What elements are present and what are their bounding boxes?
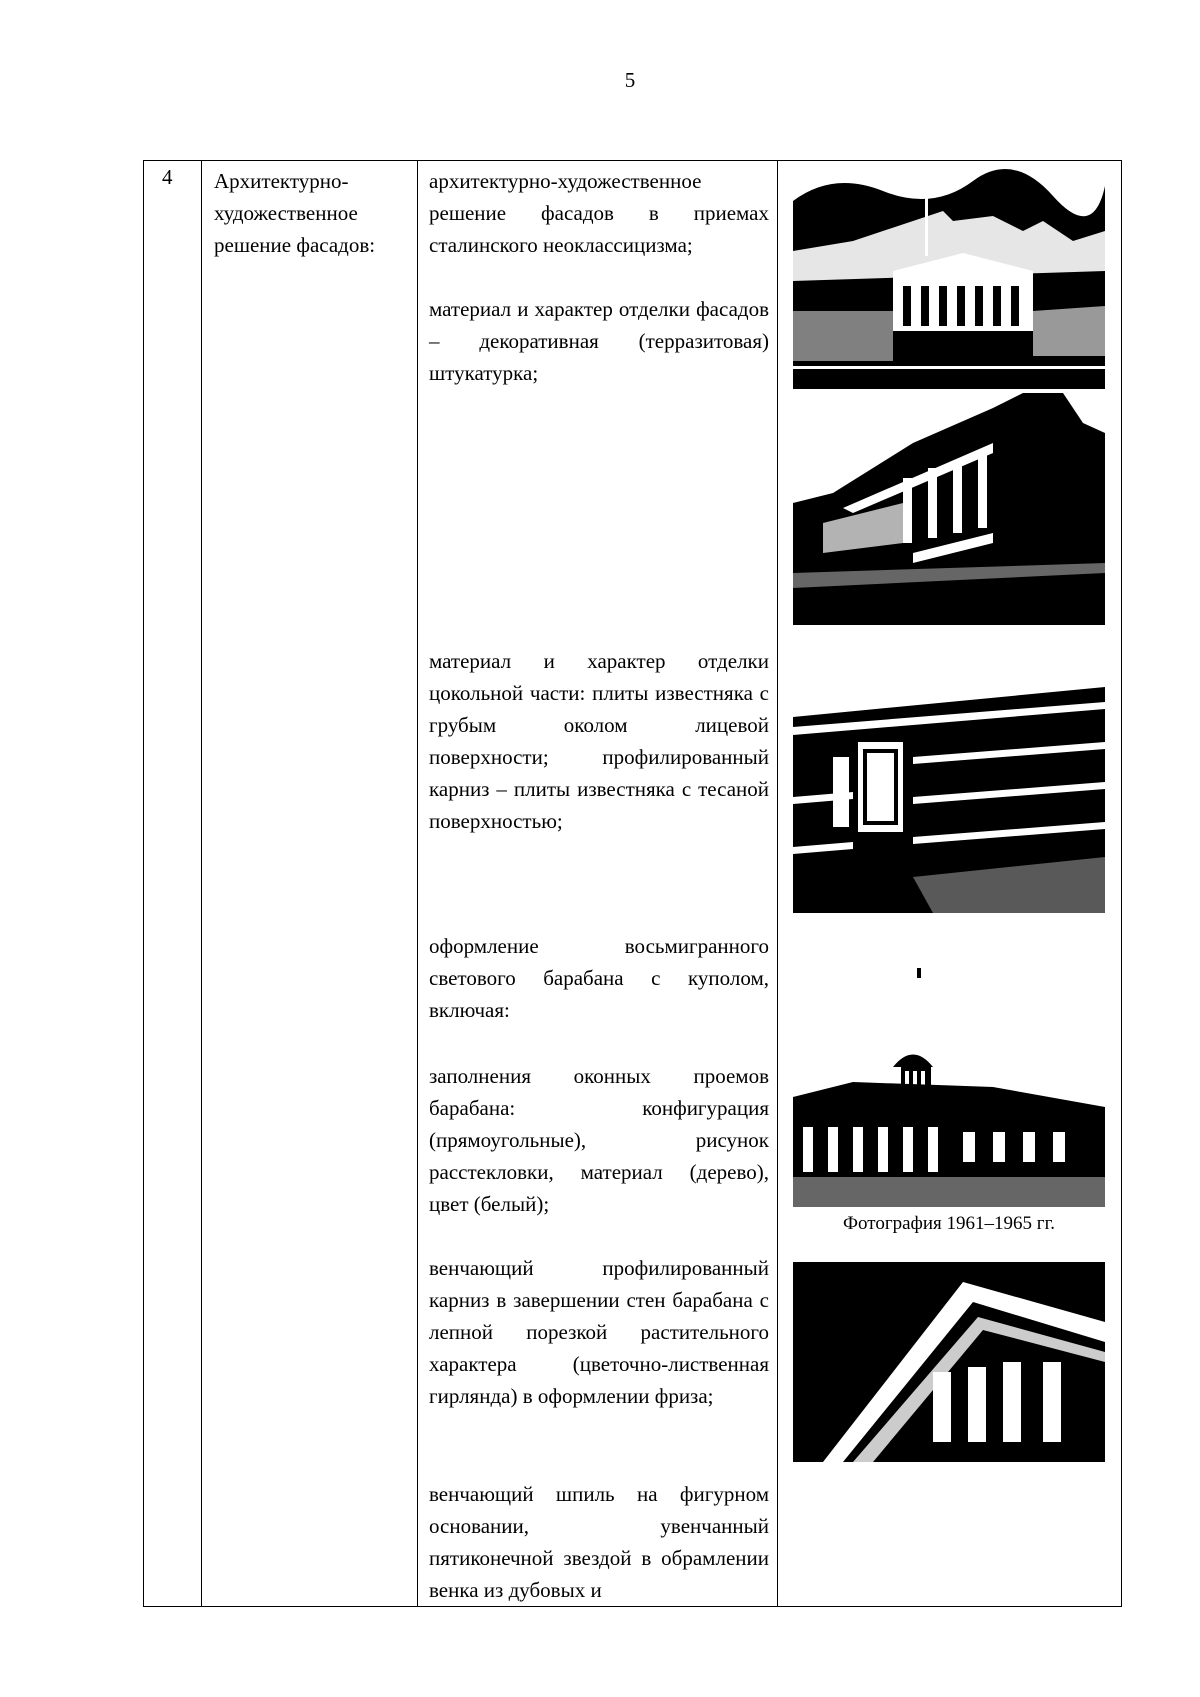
feature-name: Архитектурно-художественное решение фасадов:	[214, 169, 376, 257]
cornice-photo	[793, 1262, 1105, 1462]
column-divider	[777, 161, 778, 1606]
dome-photo-1961	[793, 1027, 1105, 1207]
column-divider	[201, 161, 202, 1606]
description-paragraph: архитектурно-художественное решение фасадов в приемах сталинского неоклассицизма;	[429, 169, 769, 257]
plinth-photo	[793, 657, 1105, 913]
scan-mark	[917, 968, 921, 978]
facade-photo-colonnade	[793, 393, 1105, 625]
feature-table	[143, 160, 1122, 1607]
facade-photo-spire	[793, 161, 1105, 389]
photo-caption: Фотография 1961–1965 гг.	[843, 1213, 1055, 1234]
description-paragraph: материал и характер отделки фасадов – декоративная (терразитовая) штукатурка;	[429, 297, 769, 385]
description-paragraph: материал и характер отделки цокольной части: плиты известняка с грубым околом лицевой поверхности; профилированный карниз – плиты известняка с тесаной поверхностью;	[429, 649, 769, 833]
page-number: 5	[624, 68, 636, 92]
description-paragraph: заполнения оконных проемов барабана: конфигурация (прямоугольные), рисунок расстекловки, материал (дерево), цвет (белый);	[429, 1064, 769, 1216]
description-paragraph: венчающий профилированный карниз в завершении стен барабана с лепной порезкой растительного характера (цветочно-лиственная гирлянда) в оформлении фриза;	[429, 1256, 769, 1408]
description-paragraph: венчающий шпиль на фигурном основании, увенчанный пятиконечной звездой в обрамлении венка из дубовых и	[429, 1482, 769, 1602]
description-paragraph: оформление восьмигранного светового барабана с куполом, включая:	[429, 934, 769, 1022]
row-number: 4	[162, 165, 173, 189]
column-divider	[417, 161, 418, 1606]
